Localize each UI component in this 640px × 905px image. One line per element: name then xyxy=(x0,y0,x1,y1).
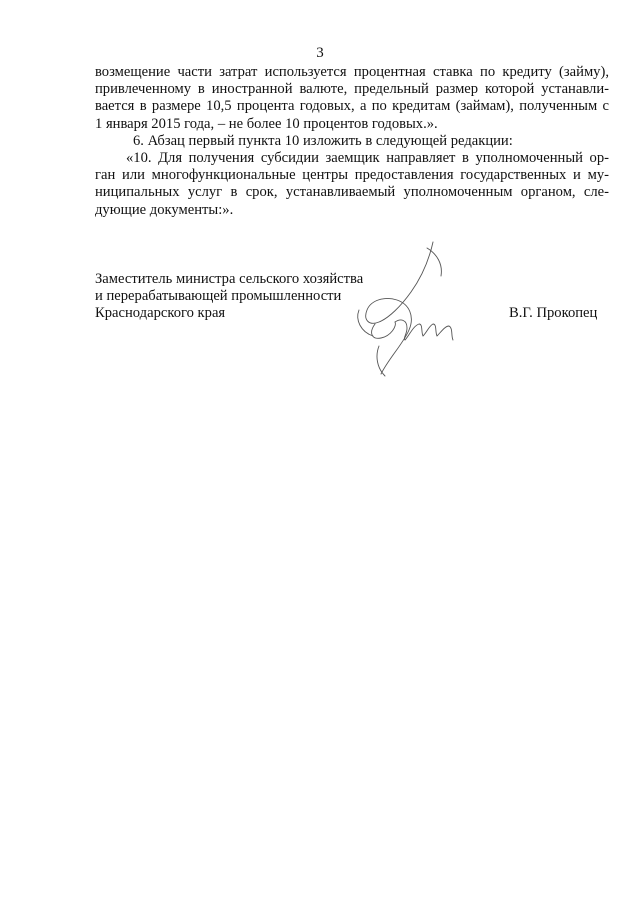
document-body xyxy=(95,64,609,219)
paragraph-line: вается в размере 10,5 процента годовых, а по кредитам (займам), полученным с xyxy=(95,98,609,115)
signatory-position-line: Краснодарского края xyxy=(95,305,226,322)
page-number: 3 xyxy=(316,45,324,61)
paragraph-line: ниципальных услуг в срок, устанавливаемый уполномоченным органом, сле- xyxy=(95,184,609,201)
paragraph-line: возмещение части затрат используется процентная ставка по кредиту (займу), xyxy=(95,64,609,80)
signatory-position xyxy=(95,271,363,323)
handwritten-signature xyxy=(345,240,475,380)
paragraph-line: дующие документы:». xyxy=(95,201,234,218)
signatory-position-line: Заместитель министра сельского хозяйства xyxy=(95,271,364,287)
signatory-name: В.Г. Прокопец xyxy=(509,305,598,321)
paragraph-line: «10. Для получения субсидии заемщик направляет в уполномоченный ор- xyxy=(126,150,609,167)
paragraph-line: ган или многофункциональные центры предоставления государственных и му- xyxy=(95,167,609,184)
item-6-line: 6. Абзац первый пункта 10 изложить в следующей редакции: xyxy=(133,132,513,149)
paragraph-line: 1 января 2015 года, – не более 10 процентов годовых.». xyxy=(95,115,438,132)
paragraph-line: привлеченному в иностранной валюте, предельный размер которой устанавли- xyxy=(95,81,609,98)
signatory-position-line: и перерабатывающей промышленности xyxy=(95,288,342,305)
